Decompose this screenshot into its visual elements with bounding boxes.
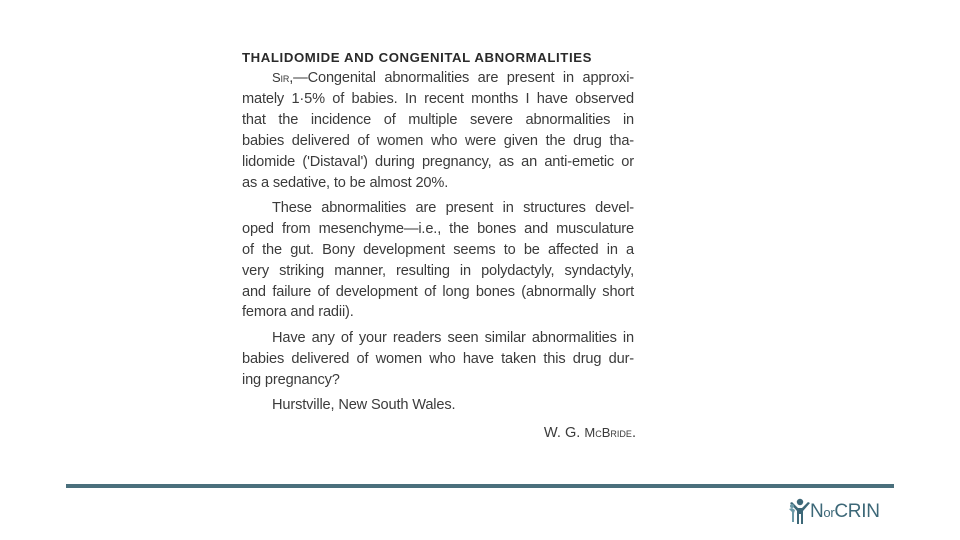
letter-line: and failure of development of long bones (abnormally short [242, 284, 634, 300]
letter-scan [242, 50, 636, 445]
salutation: Sir [272, 70, 290, 85]
people-icon [788, 497, 812, 527]
letter-line: that the incidence of multiple severe abnormalities in [242, 112, 634, 128]
letter-line: lidomide ('Distaval') during pregnancy, as an anti-emetic or [242, 154, 634, 170]
letter-line: oped from mesenchyme—i.e., the bones and musculature [242, 221, 634, 237]
letter-line: mately 1·5% of babies. In recent months I have observed [242, 91, 634, 107]
letter-line: femora and radii). [242, 304, 354, 320]
letter-line: These abnormalities are present in structures devel- [272, 200, 634, 216]
norcrin-logo [788, 497, 900, 527]
logo-wordmark: NorCRIN [810, 501, 880, 522]
letter-line: babies delivered of women who were given the drug tha- [242, 133, 634, 149]
letter-line: ing pregnancy? [242, 372, 340, 388]
letter-signature: W. G. McBride. [543, 425, 636, 441]
letter-title: THALIDOMIDE AND CONGENITAL ABNORMALITIES [242, 50, 593, 65]
letter-line: of the gut. Bony development seems to be affected in a [242, 242, 634, 258]
letter-location: Hurstville, New South Wales. [272, 397, 456, 413]
letter-line: Have any of your readers seen similar abnormalities in [272, 330, 634, 346]
letter-line: babies delivered of women who have taken this drug dur- [242, 351, 634, 367]
signature-surname: McBride [584, 425, 632, 440]
letter-line: as a sedative, to be almost 20%. [242, 175, 449, 191]
letter-line: very striking manner, resulting in polydactyly, syndactyly, [242, 263, 634, 279]
letter-line: Sir,—Congenital abnormalities are present in approxi- [272, 70, 634, 86]
footer-divider [66, 484, 894, 488]
